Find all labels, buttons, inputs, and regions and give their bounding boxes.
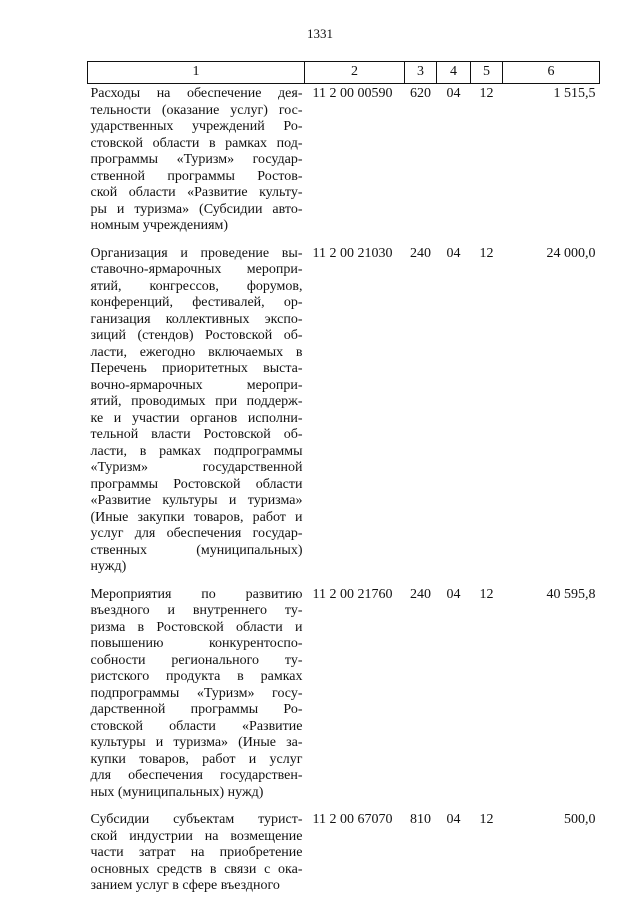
page-number: 1331	[307, 26, 333, 41]
table-row	[88, 243, 600, 584]
expense-description	[88, 243, 305, 584]
description-line: тельной власти Ростовской об-	[90, 427, 303, 442]
description-line: программы «Туризм» государ-	[90, 152, 303, 167]
description-line: ганизация коллективных экспо-	[90, 311, 303, 327]
description-line: «Развитие культуры и туризма»	[90, 493, 303, 508]
subsection-code: 12	[479, 586, 494, 602]
description-line: ставочно-ярмарочных меропри-	[90, 262, 303, 277]
description-line: повышению конкурентоспо-	[90, 636, 303, 651]
description-line: основных средств в связи с ока-	[90, 861, 303, 877]
amount-value: 1 515,5	[553, 86, 596, 101]
subsection-code: 12	[479, 245, 494, 261]
amount-value: 500,0	[564, 812, 596, 827]
description-line: купки товаров, работ и услуг	[90, 751, 303, 767]
description-line: ласти, ежегодно включаемых в	[90, 344, 303, 360]
description-line: ственной программы Ростов-	[90, 168, 303, 184]
expense-description	[88, 84, 305, 243]
description-line: занием услуг в сфере въездного	[90, 878, 280, 893]
description-line: ристского продукта в рамках	[90, 669, 303, 684]
header-row	[88, 62, 600, 84]
description-line: Мероприятия по развитию	[90, 586, 303, 602]
column-header-3: 3	[405, 62, 437, 84]
amount-value: 24 000,0	[546, 245, 596, 261]
description-line: тельности (оказание услуг) гос-	[90, 102, 303, 118]
expense-type-code: 240	[410, 586, 431, 602]
target-article-code: 11 2 00 00590	[312, 86, 393, 101]
description-line: стовской области «Развитие	[90, 718, 303, 734]
target-article-code: 11 2 00 21760	[312, 586, 393, 602]
description-line: Субсидии субъектам турист-	[90, 812, 303, 827]
description-line: услуг для обеспечения государ-	[90, 526, 303, 541]
description-line: «Туризм» государственной	[90, 460, 303, 475]
description-line: (Иные закупки товаров, работ и	[90, 509, 303, 525]
column-header-2: 2	[305, 62, 405, 84]
description-line: Расходы на обеспечение дея-	[90, 86, 303, 101]
expense-description	[88, 809, 305, 903]
description-line: ризма в Ростовской области и	[90, 619, 303, 635]
description-line: для обеспечения государствен-	[90, 768, 303, 783]
description-line: программы Ростовской области	[90, 476, 303, 492]
description-line: подпрограммы «Туризм» госу-	[90, 685, 303, 701]
description-line: ке и участии органов исполни-	[90, 410, 303, 426]
section-code: 04	[446, 86, 461, 101]
description-line: ры и туризма» (Субсидии авто-	[90, 201, 303, 217]
description-line: Перечень приоритетных выста-	[90, 361, 303, 376]
description-line: ных (муниципальных) нужд)	[90, 784, 264, 800]
description-line: Организация и проведение вы-	[90, 245, 303, 261]
description-line: части затрат на приобретение	[90, 845, 303, 860]
column-header-5: 5	[471, 62, 503, 84]
description-line: ласти, в рамках подпрограммы	[90, 443, 303, 459]
description-line: номным учреждениям)	[90, 218, 229, 233]
expense-type-code: 810	[410, 812, 431, 827]
column-header-4: 4	[437, 62, 471, 84]
section-code: 04	[446, 586, 461, 602]
amount-value: 40 595,8	[546, 586, 596, 602]
expense-description	[88, 584, 305, 810]
column-header-1: 1	[88, 62, 305, 84]
target-article-code: 11 2 00 21030	[312, 245, 393, 261]
target-article-code: 11 2 00 67070	[312, 812, 393, 827]
description-line: ятий, проводимых при поддерж-	[90, 394, 303, 409]
expense-type-code: 240	[410, 245, 431, 261]
description-line: культуры и туризма» (Иные за-	[90, 735, 303, 750]
section-code: 04	[446, 245, 461, 261]
description-line: вочно-ярмарочных меропри-	[90, 377, 303, 393]
subsection-code: 12	[479, 812, 494, 827]
description-line: зиций (стендов) Ростовской об-	[90, 328, 303, 343]
description-line: дарственной программы Ро-	[90, 702, 303, 717]
table-row	[88, 84, 600, 243]
column-header-6: 6	[503, 62, 600, 84]
table-row	[88, 809, 600, 903]
description-line: ственных (муниципальных)	[90, 542, 303, 558]
description-line: въездного и внутреннего ту-	[90, 603, 303, 618]
subsection-code: 12	[479, 86, 494, 101]
table-header	[88, 62, 600, 84]
description-line: ской области «Развитие культу-	[90, 185, 303, 200]
table-row	[88, 584, 600, 810]
section-code: 04	[446, 812, 461, 827]
description-line: конференций, фестивалей, ор-	[90, 295, 303, 310]
expense-type-code: 620	[410, 86, 431, 101]
budget-table	[87, 61, 600, 903]
description-line: ятий, конгрессов, форумов,	[90, 278, 303, 294]
description-line: ской индустрии на возмещение	[90, 828, 303, 844]
description-line: нужд)	[90, 559, 127, 574]
description-line: стовской области в рамках под-	[90, 135, 303, 151]
description-line: собности регионального ту-	[90, 652, 303, 668]
table-body	[88, 84, 600, 903]
description-line: ударственных учреждений Ро-	[90, 119, 303, 134]
